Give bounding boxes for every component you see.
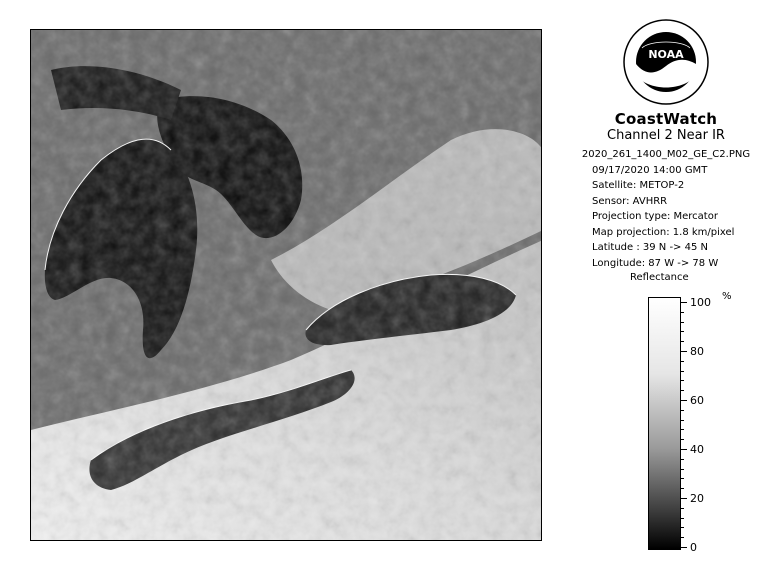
map-projection-label: Map projection: 1.8 km/pixel	[592, 226, 735, 238]
colorbar-tick-label: 40	[690, 443, 704, 456]
datetime-label: 09/17/2020 14:00 GMT	[592, 164, 708, 176]
colorbar-minor-tick	[681, 410, 684, 411]
colorbar-minor-tick	[681, 371, 684, 372]
colorbar-tick-label: 100	[690, 296, 711, 309]
image-texture	[31, 30, 542, 541]
brand-title: CoastWatch	[614, 110, 718, 128]
colorbar-minor-tick	[681, 429, 684, 430]
colorbar-minor-tick	[681, 390, 684, 391]
colorbar-tick-label: 80	[690, 345, 704, 358]
info-panel	[560, 0, 782, 572]
longitude-label: Longitude: 87 W -> 78 W	[592, 257, 719, 269]
colorbar-major-tick	[681, 547, 687, 548]
colorbar-major-tick	[681, 400, 687, 401]
colorbar-minor-tick	[681, 518, 684, 519]
legend-title: Reflectance	[630, 272, 689, 283]
colorbar-minor-tick	[681, 420, 684, 421]
filename-label: 2020_261_1400_M02_GE_C2.PNG	[581, 149, 751, 160]
colorbar-major-tick	[681, 498, 687, 499]
colorbar-minor-tick	[681, 331, 684, 332]
colorbar-major-tick	[681, 351, 687, 352]
satellite-label: Satellite: METOP-2	[592, 180, 685, 191]
legend-unit: %	[722, 291, 732, 302]
reflectance-colorbar	[648, 297, 681, 550]
colorbar-tick-label: 60	[690, 394, 704, 407]
noaa-logo-icon	[622, 18, 710, 106]
metadata-block	[560, 147, 782, 271]
colorbar-minor-tick	[681, 488, 684, 489]
channel-label: Channel 2 Near IR	[607, 128, 725, 143]
colorbar-tick-label: 0	[690, 541, 697, 554]
logo-text: NOAA	[648, 48, 684, 61]
colorbar-minor-tick	[681, 537, 684, 538]
satellite-map-svg	[31, 30, 542, 541]
colorbar-minor-tick	[681, 478, 684, 479]
colorbar-minor-tick	[681, 361, 684, 362]
colorbar-minor-tick	[681, 322, 684, 323]
colorbar-minor-tick	[681, 312, 684, 313]
colorbar-minor-tick	[681, 459, 684, 460]
colorbar-minor-tick	[681, 527, 684, 528]
colorbar-minor-tick	[681, 380, 684, 381]
satellite-image	[30, 29, 542, 541]
latitude-label: Latitude : 39 N -> 45 N	[592, 242, 708, 253]
colorbar-minor-tick	[681, 439, 684, 440]
colorbar-tick-label: 20	[690, 492, 704, 505]
colorbar-minor-tick	[681, 341, 684, 342]
projection-type-label: Projection type: Mercator	[592, 211, 718, 222]
colorbar-minor-tick	[681, 469, 684, 470]
colorbar-major-tick	[681, 449, 687, 450]
colorbar-minor-tick	[681, 508, 684, 509]
sensor-label: Sensor: AVHRR	[592, 195, 668, 207]
colorbar-major-tick	[681, 302, 687, 303]
